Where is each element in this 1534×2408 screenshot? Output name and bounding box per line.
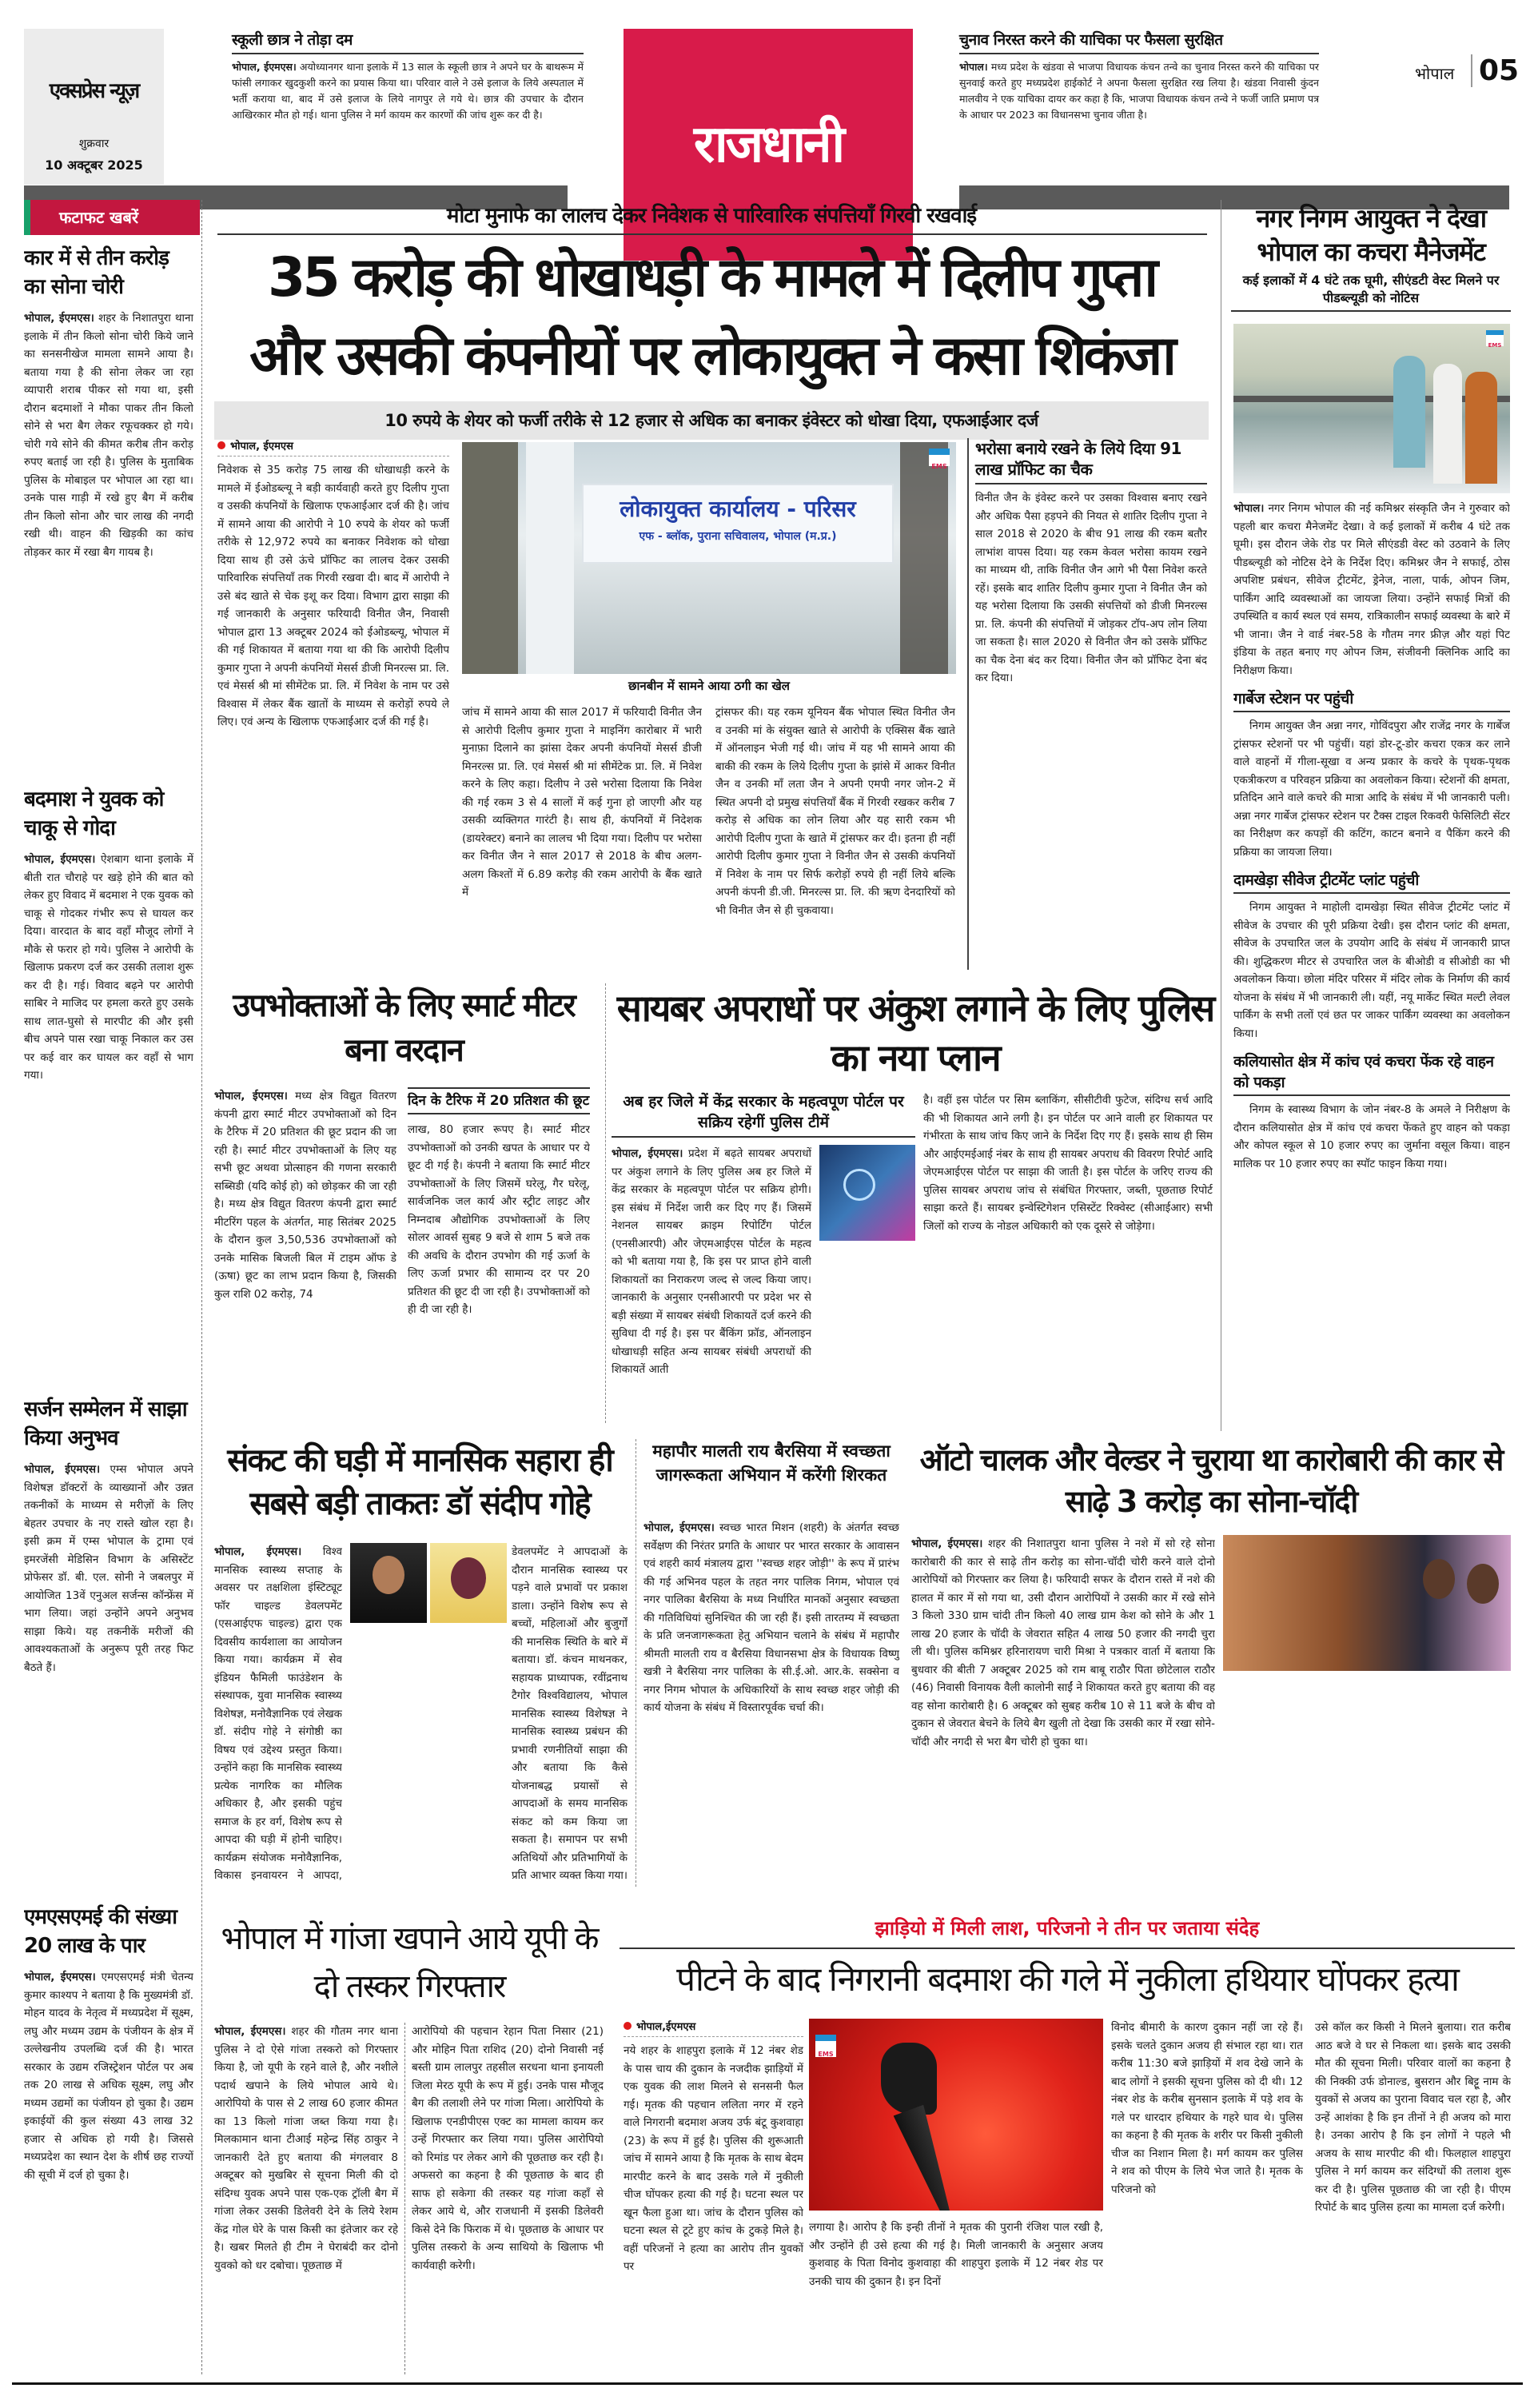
photo-person xyxy=(1393,356,1425,468)
murder-headline: पीटने के बाद निगरानी बदमाश की गले में नुकीला हथियार घोंपकर हत्या xyxy=(676,1959,1458,1999)
speaker-photo-1 xyxy=(350,1543,427,1623)
ems-watermark: EMS xyxy=(1486,330,1504,346)
padlock-icon xyxy=(843,1169,875,1201)
section-heading: गार्बेज स्टेशन पर पहुंची xyxy=(1233,688,1510,712)
divider xyxy=(620,1948,1515,1949)
story-body: भोपाल, ईएमएस। ऐशबाग थाना इलाके में बीती रात चौराहे पर खड़े होने की बात को लेकर हुए विवाद में बदमाश ने एक युवक को चाकू से गोदकर गंभीर रूप से घायल कर दिया। वारदात के बाद वहाँ मौजूद लोगों ने मौके से फरार हो गये। पुलिस ने आरोपी के खिलाफ प्रकरण दर्ज कर उसकी तलाश शुरू कर दी है। गई। विवाद बढ़ने पर आरोपी साबिर ने माजिद पर हमला करते हुए उसके साथ लात-घुसो से मारपीट की और इसी बीच अपने पास रखा चाकू निकाल कर उस पर कई वार कर घायल कर वहाँ से भाग गया। xyxy=(24,853,193,1082)
brief-title: स्कूली छात्र ने तोड़ा दम xyxy=(232,29,584,54)
lead-body-col2: जांच में सामने आया की साल 2017 में फरियादी विनीत जैन से आरोपी दिलीप कुमार गुप्ता ने माइनिंग कारोबार में भारी मुनाफ़ा दिलाने का झांसा देकर अपनी कंपनियों मेसर्स डीजी मिनरल्स प्रा. लि. एवं मेसर्स श्री मां सीमेंटेक प्रा. लि. में निवेश करने के लिए कहा। दिलीप ने उसे भरोसा दिलाया कि निवेश की गई रकम 3 से 4 सालों में कई गुना हो जाएगी और यह उसकी व्यक्तिगत गारंटी है। साथ ही, कंपनियों में निदेशक (डायरेक्टर) बनाने का लालच भी दिया गया। दिलीप पर भरोसा कर विनीत जैन ने साल 2017 से 2018 के बीच अलग-अलग किश्तों में 6.89 करोड़ की रकम आरोपी के बैंक खाते में xyxy=(462,706,702,899)
murder-col1 xyxy=(624,2019,803,2374)
story-body: भोपाल, ईएमएस। एम्स भोपाल अपने विशेषज्ञ डॉक्टरों के व्याख्यानों और उन्नत तकनीकों के माध्यम से मरीज़ों के लिए बेहतर उपचार के नए रास्ते खोल रहा है। इसी क्रम में एम्स भोपाल के ट्रामा एवं इमरजेंसी मेडिसिन विभाग के असिस्टेंट प्रोफेसर डॉ. बी. एल. सोनी ने जबलपुर में आयोजित 13वें एनुअल सर्जन्स कॉन्फ्रेंस में भाग लिया। जहां उन्होंने अपने अनुभव साझा किये। यह तकनीकें मरीजों की आवश्यकताओं के अनुरूप पूरी तरह फिट बैठते हैं। xyxy=(24,1463,193,1674)
right-deck: कई इलाकों में 4 घंटे तक घूमी, सीएंडटी वेस्ट मिलने पर पीडब्ल्यूडी को नोटिस xyxy=(1231,272,1511,312)
left-story-2 xyxy=(24,785,193,1385)
brief-title: चुनाव निरस्त करने की याचिका पर फैसला सुरक्षित xyxy=(959,29,1319,54)
ganja-headline: भोपाल में गांजा खपाने आये यूपी के दो तस्कर गिरफ्तार xyxy=(221,1920,598,2005)
page-number: 05 xyxy=(1471,54,1519,87)
smart-meter-callout: दिन के टैरिफ में 20 प्रतिशत की छूट xyxy=(408,1087,590,1114)
smart-meter-body xyxy=(214,1087,590,1423)
paper-name: एक्सप्रेस न्यूज़ xyxy=(49,79,139,103)
lead-body-col3: ट्रांसफर की। यह रकम यूनियन बैंक भोपाल स्थित विनीत जैन व उनकी मां के संयुक्त खाते से आरोपी के एक्सिस बैंक खाते में ऑनलाइन भेजी गई थी। जांच में यह भी सामने आया की बाकी की रकम के लिये दिलीप गुप्ता के झांसे में आकर विनीत जैन व उनकी माँ लता जैन ने अपनी एमपी नगर जोन-2 में स्थित अपनी दो प्रमुख संपत्तियाँ बैंक में गिरवी रखकर करीब 7 करोड़ से अधिक का लोन लिया और यह सारी रकम भी आरोपी दिलीप गुप्ता के खाते में ट्रांसफर कर दी। इतना ही नहीं आरोपी दिलीप कुमार गुप्ता ने विनीत जैन से उसकी कंपनियों में निवेश के नाम पर सिर्फ करोड़ों रुपये ही नहीं लिये बल्कि अपनी कंपनी डी.जी. मिनरल्स प्रा. लि. की ऋण देनदारियों को भी विनीत जैन से ही चुकवाया। xyxy=(715,706,955,917)
left-story-4 xyxy=(24,1903,193,2370)
lead-body-col1: निवेशक से 35 करोड़ 75 लाख की धोखाधड़ी करने के मामले में ईओडब्ल्यू ने बड़ी कार्यवाही करते हुए दिलीप गुप्ता व उसकी कंपनियों के खिलाफ एफआईआर दर्ज की है। जांच में सामने आया की आरोपी ने 10 रुपये के शेयर को फर्जी तरीके से 12,972 रुपये का बनाकर निवेशक को धोखा दिया साथ ही उसे ऊंचे प्रॉफिट का लालच देकर उसकी पारिवारिक संपत्तियाँ तक गिरवी रखवा दी। बाद में आरोपी ने उसे बंद खाते से चेक इशू कर दिया। विभाग द्वारा साझा की गई जानकारी के अनुसार फरियादी विनीत जैन, निवासी भोपाल द्वारा 13 अक्टूबर 2024 को ईओडब्ल्यू, भोपाल में की गई शिकायत में बताया गया था की कि आरोपी दिलीप कुमार गुप्ता ने अपनी कंपनियों मेसर्स डीजी मिनरल्स प्रा. लि. एवं मेसर्स श्री मां सीमेंटेक प्रा. लि. में निवेश के नाम पर उसे विश्वास में लेकर बैंक खातों के माध्यम से करोड़ों रुपये ले लिए। एवं अन्य के खिलाफ एफआईआर दर्ज की गई है। xyxy=(217,464,449,728)
photo-person xyxy=(1465,372,1497,484)
story-body: भोपाल, ईएमएस। शहर के निशातपुरा थाना इलाके में तीन किलो सोना चोरी किये जाने का सनसनीखेज मामला सामने आया है। बताया गया है की सोना लेकर जा रहा व्यापारी शराब पीकर सो गया था, इसी दौरान बदमाशों ने मौका पाकर तीन किलो सोने से भरा बैग लेकर रफूचक्कर हो गये। चोरी गये सोने की कीमत करीब तीन करोड़ रुपए बताई जा रही है। पुलिस के मुताबिक पुलिस के मोबाइल पर भोपाल आ रहा था। उनके पास गाड़ी में रखे हुए बैग में करीब तीन किलो सोना और चार लाख की नगदी रखी थी। वाहन की खिड़की का कांच तोड़कर कार में रखा बैग गायब है। xyxy=(24,312,193,559)
lead-col-1 xyxy=(217,438,449,970)
brief-body: भोपाल, ईएमएस। अयोध्यानगर थाना इलाके में 13 साल के स्कूली छात्र ने अपने घर के बाथरूम में फांसी लगाकर खुदकुशी करने का प्रयास किया था। परिवार वाले ने उसे इलाज के लिये अस्पताल में भर्ती कराया था, बाद में उसे इलाज के लिये नागपुर ले गये थे। छात्र की उपचार के दौरान आखिरकार मौत हो गई। थाना पुलिस ने मर्ग कायम कर कारणों की जांच शुरू कर दी है। xyxy=(232,61,584,121)
photo-face xyxy=(1423,1559,1455,1599)
section-title: राजधानी xyxy=(624,29,913,261)
photo-caption: छानबीन में सामने आया ठगी का खेल xyxy=(462,678,956,694)
city-label: भोपाल xyxy=(1415,64,1455,83)
right-headline: नगर निगम आयुक्त ने देखा भोपाल का कचरा मैनेजमेंट xyxy=(1256,203,1486,267)
photo-signboard: लोकायुक्त कार्यालय - परिसर एफ - ब्लॉक, पुराना सचिवालय, भोपाल (म.प्र.) xyxy=(582,484,894,564)
photo-face xyxy=(1467,1564,1499,1604)
divider xyxy=(217,233,1207,235)
section-body: निगम आयुक्त ने माहोली दामखेड़ा स्थित सीवेज ट्रीटमेंट प्लांट में सीवेज के उपचार की पूरी प्रक्रिया देखी। इस दौरान प्लांट की क्षमता, सीवेज के उपचारित जल के उपयोग आदि के संबंध में जानकारी प्राप्त की। शुद्धिकरण मीटर से उपचारित जल के बीओडी व सीओडी का भी अवलोकन किया। छोला मंदिर परिसर में मंदिर लोक के निर्माण की कार्य योजना के संबंध में भी जानकारी ली। यहीं, नयू मार्केट स्थित मल्टी लेवल पार्किंग के सभी तलों एवं छत पर जाकर पार्किंग व्यवस्था का अवलोकन किया। xyxy=(1233,901,1510,1040)
story-body: भोपाल, ईएमएस। एमएसएमई मंत्री चेतन्य कुमार काश्यप ने बताया है कि मुख्यमंत्री डॉ. मोहन यादव के नेतृत्व में मध्यप्रदेश में सूक्ष्म, लघु और मध्यम उद्यम के पंजीयन के क्षेत्र में उल्लेखनीय उपलब्धि दर्ज की है। भारत सरकार के उद्यम रजिस्ट्रेशन पोर्टल पर अब तक 20 लाख से अधिक सूक्ष्म, लघु और मध्यम उद्यमों का पंजीयन हो चुका है। उद्यम इकाईयों की कुल संख्या 43 लाख 32 हजार से अधिक हो गयी है। जिससे मध्यप्रदेश का स्थान देश के शीर्ष छह राज्यों की सूची में दर्ज हो चुका है। xyxy=(24,1971,193,2182)
cyber-lock-image xyxy=(819,1145,915,1241)
photo-person xyxy=(1433,364,1462,484)
accused-photo xyxy=(1223,1535,1511,1671)
cyber-headline: सायबर अपराधों पर अंकुश लगाने के लिए पुलिस का नया प्लान xyxy=(616,987,1214,1079)
ems-watermark: EMS xyxy=(929,449,950,466)
murder-body-col3: विनोद बीमारी के कारण दुकान नहीं जा रहे हैं। इसके चलते दुकान अजय ही संभाल रहा था। रात करीब 11:30 बजे झाड़ियों में शव देखे जाने के बाद लोगों ने इसकी सूचना पुलिस को दी थी। 12 नंबर शेड के करीब सुनसान इलाके में पड़े शव के गले पर धारदार हथियार के गहरे घाव थे। पुलिस का कहना है की मृतक के शरीर पर किसी नुकीली चीज का निशान मिला है। मर्ग कायम कर पुलिस ने शव को पीएम के लिये भेज जाते है। मृतक के परिजनो को xyxy=(1111,2021,1303,2196)
top-brief-1 xyxy=(232,29,584,123)
right-body xyxy=(1233,500,1510,1427)
speaker-photo-2 xyxy=(430,1543,507,1623)
knife-icon xyxy=(894,2105,965,2211)
photo-tree xyxy=(462,442,518,674)
column-divider xyxy=(605,983,606,1423)
murder-body-col4: उसे कॉल कर किसी ने मिलने बुलाया। रात करीब आठ बजे वे घर से निकला था। इसके बाद उसकी मौत की सूचना मिली। परिवार वालों का कहना है की निक्की उर्फ डोनाल्ड, बुसरान और बिट्टू नाम के युवकों से अजय का पुराना विवाद चल रहा है, और उन्हें आशंका है कि इन तीनों ने ही अजय को मारा है। उनका आरोप है कि इन लोगों ने पहले भी अजय के साथ मारपीट की थी। फिलहाल शाहपुरा पुलिस ने मर्ग कायम कर संदिग्धों की तलाश शुरू कर दी है। पुलिस पूछताछ की जा रही है। पीएम रिपोर्ट के बाद पुलिस हत्या का मामला दर्ज करेगी। xyxy=(1315,2021,1511,2214)
right-story xyxy=(1231,201,1511,312)
cyber-col2: है। वहीं इस पोर्टल पर सिम ब्लाकिंग, सीसीटीवी फुटेज, संदिग्ध सर्च आदि की भी शिकायत आने लगी है। इन पोर्टल पर आने वाली हर शिकायत पर गंभीरता के साथ जांच किए जाने के निर्देश दिए गए हैं। इसके साथ ही सिम और आईएमईआई नंबर के साथ ही सायबर अपराध की विवरण रिपोर्ट आदि जेएमआईएस पोर्टल पर साझा की जाती है। इस पोर्टल के जरिए राज्य की पुलिस सायबर अपराध जांच से संबंधित गिरफ्तार, जब्ती, पूछताछ रिपोर्ट साझा करते हैं। सायबर इन्वेस्टिगेशन एसिस्टेंट रिक्वेस्ट (सीआईआर) सभी जिलों को राज्य के नोडल अधिकारी को एक दूसरे से जोड़ेगा। xyxy=(923,1094,1213,1233)
section-heading: कलियासोत क्षेत्र में कांच एवं कचरा फेंक रहे वाहन को पकड़ा xyxy=(1233,1051,1510,1096)
left-story-1 xyxy=(24,244,193,775)
lokayukta-office-photo xyxy=(462,442,956,674)
column-divider xyxy=(404,2023,405,2374)
smart-meter-col2: लाख, 80 हजार रूपए है। स्मार्ट मीटर उपभोक्ताओं को उनकी खपत के आधार पर ये छूट दी गई है। कंपनी ने बताया कि स्मार्ट मीटर उपभोक्ताओं के लिए जिसमें घरेलू, गैर घरेलू, सार्वजनिक जल कार्य और स्ट्रीट लाइट और निम्नदाब औद्योगिक उपभोक्ताओं के लिए सोलर आवर्स सुबह 9 बजे से शाम 5 बजे तक की अवधि के दौरान उपभोग की गई ऊर्जा के लिए ऊर्जा प्रभार की सामान्य दर पर 20 प्रतिशत की छूट दी जा रही है। उपभोक्ताओं को ही दी जा रही है। xyxy=(408,1123,590,1316)
photo-pillar xyxy=(526,442,574,674)
section-tag: फटाफट खबरें xyxy=(24,200,200,235)
lead-kicker: मोटा मुनाफे का लालच देकर निवेशक से पारिवारिक संपत्तियाँ गिरवी रखवाई xyxy=(446,204,977,228)
cyber-col1: भोपाल, ईएमएस। प्रदेश में बढ़ते सायबर अपराधों पर अंकुश लगाने के लिए पुलिस अब हर जिले में केंद्र सरकार के महत्वपूण पोर्टल पर सक्रिय होगी। इस संबंध में निर्देश जारी कर दिए गए हैं। जिसमें नेशनल सायबर क्राइम रिपोर्टिंग पोर्टल (एनसीआरपी) और जेएमआईएस पोर्टल के महत्व को भी बताया गया है, कि इस पर प्राप्त होने वाली शिकायतों का निराकरण जल्द से जल्द किया जाए। जानकारी के अनुसार एनसीआरपी पर प्रदेश भर से बड़ी संख्या में सायबर संबंधी शिकायतें दर्ज करने की सुविधा दी गई है। इस पर बैंकिंग फ्रॉड, ऑनलाइन धोखाधड़ी सहित अन्य सायबर संबंधी अपराधों की शिकायतें आती xyxy=(612,1147,811,1376)
section-heading: दामखेड़ा सीवेज ट्रीटमेंट प्लांट पहुंची xyxy=(1233,869,1510,894)
brief-body: भोपाल। मध्य प्रदेश के खंडवा से भाजपा विधायक कंचन तन्वे का चुनाव निरस्त करने की याचिका पर सुनवाई करते हुए मध्यप्रदेश हाईकोर्ट ने अपना फैसला सुरक्षित रख लिया है। खंडवा निवासी कुंदन मालवीय ने एक याचिका दायर कर कहा है कि, भाजपा विधायक कंचन तन्वे ने फर्जी जाति प्रमाण पत्र के आधार पर 2023 का विधानसभा चुनाव जीता है। xyxy=(959,61,1319,121)
hand-silhouette xyxy=(881,2043,937,2115)
photo-face xyxy=(373,1556,404,1594)
right-body-text: भोपाल। नगर निगम भोपाल की नई कमिश्नर संस्कृति जैन ने गुरुवार को पहली बार कचरा मैनेजमेंट देखा। वे कई इलाकों में करीब 4 घंटे तक घूमी। इस दौरान जेके रोड पर मिले सीएंडडी वेस्ट को उठवाने के लिए पीडब्ल्यूडी को नोटिस देने के निर्देश दिए। कमिश्नर जैन ने सफाई, ठोस अपशिष्ट प्रबंधन, सीवेज ट्रीटमेंट, ड्रेनेज, नाला, पार्क, ओपन जिम, पार्किंग आदि व्यवस्थाओं का जायजा लिया। उन्होंने सफाई मित्रों की उपस्थिति व कार्य स्थल एवं समय, रात्रिकालीन सफाई व्यवस्था के बारे में भी जाना। जैन ने वार्ड नंबर-58 के गौतम नगर फ्रीज़ और यहां पिट इंडिया के तहत बनाए गए ओपन जिम, संजीवनी क्लिनिक आदि का निरीक्षण किया। xyxy=(1233,502,1510,677)
photo-face xyxy=(451,1557,486,1599)
mental-health-col2: डेवलपमेंट ने आपदाओं के दौरान मानसिक स्वास्थ्य पर पड़ने वाले प्रभावों पर प्रकाश डाला। उन्होंने विशेष रूप से बच्चों, महिलाओं और बुजुर्गों की मानसिक स्थिति के बारे में बताया। डॉ. कंचन माथनकर, सहायक प्राध्यापक, रवींद्रनाथ टैगोर विश्वविद्यालय, भोपाल मानसिक स्वास्थ्य विशेषज्ञ ने मानसिक स्वास्थ्य प्रबंधन की प्रभावी रणनीतियों साझा की और बताया कि कैसे योजनाबद्ध प्रयासों से आपदाओं के समय मानसिक संकट को कम किया जा सकता है। समापन पर सभी अतिथियों और प्रतिभागियों के प्रति आभार व्यक्त किया गया। xyxy=(512,1545,628,1882)
gold-theft-headline: ऑटो चालक और वेल्डर ने चुराया था कारोबारी की कार से साढ़े 3 करोड़ का सोना-चॉदी xyxy=(919,1442,1503,1519)
red-dot-icon xyxy=(217,441,225,449)
date-box xyxy=(24,29,164,185)
ganja-col1: भोपाल, ईएमएस। शहर की गौतम नगर थाना पुलिस ने दो ऐसे गांजा तस्करो को गिरफ्तार किया है, जो यूपी के रहने वाले है, और नशीले पदार्थ खपाने के लिये भोपाल आये थे। आरोपियो के पास से 2 लाख 60 हजार कीमत का 13 किलो गांजा जब्त किया गया है। मिलकामान थाना टीआई महेन्द्र सिंह ठाकुर ने जानकारी देते हुए बताया की मंगलवार 8 अक्टूबर को मुखबिर से सूचना मिली की दो संदिग्ध युवक अपने पास एक-एक ट्रॉली बैग में गांजा लेकर उसकी डिलेवरी देने के लिये रेशम केंद्र गोल घेरे के पास किसी का इंतेजार कर रहे है। खबर मिलते ही टीम ने घेराबंदी कर दोनो युवको को धर दबोचा। पूछताछ में xyxy=(214,2025,398,2272)
smart-meter-col1: भोपाल, ईएमएस। मध्य क्षेत्र विद्युत वितरण कंपनी द्वारा स्मार्ट मीटर उपभोक्ताओं को दिन के टैरिफ में 20 प्रतिशत की छूट प्रदान की जा रही है। स्मार्ट मीटर उपभोक्ताओं के लिए यह सभी छूट अथवा प्रोत्साहन की गणना सरकारी सब्सिडी (यदि कोई हो) को छोड़कर की जा रही है। मध्य क्षेत्र विद्युत वितरण कंपनी द्वारा स्मार्ट मीटरिंग पहल के अंतर्गत, माह सितंबर 2025 के दौरान कुल 3,50,536 उपभोक्ताओं को उनके मासिक बिजली बिल में टाइम ऑफ डे (ऊषा) छूट का लाभ प्रदान किया है, जिसकी कुल राशि 02 करोड़, 74 xyxy=(214,1090,397,1301)
section-body: निगम आयुक्त जैन अन्ना नगर, गोविंदपुरा और राजेंद्र नगर के गार्बेज ट्रांसफर स्टेशनों पर भी पहुंचीं। यहां डोर-टू-डोर कचरा एकत्र कर लाने वाले वाहनों में गीला-सूखा व अन्य प्रकार के कचरे के पृथक-पृथक एकत्रीकरण व परिवहन प्रक्रिया का अवलोकन किया। स्टेशनों की क्षमता, प्रतिदिन आने वाले कचरे की मात्रा आदि के संबंध में भी जानकारी पली। अन्ना नगर गार्बेज ट्रांसफर स्टेशन पर टैक्स टाइल रिकवरी फेसिलिटी सेंटर का निरीक्षण कर कपड़ों की कटिंग, काटन बनाने व पैकिंग करने की प्रक्रिया का जायजा लिया। xyxy=(1233,720,1510,859)
ems-watermark: EMS xyxy=(815,2035,836,2057)
cyber-deck: अब हर जिले में केंद्र सरकार के महत्वपूण पोर्टल पर सक्रिय रहेगीं पुलिस टीमें xyxy=(612,1091,915,1138)
lead-headline-1: 35 करोड़ की धोखाधड़ी के मामले में दिलीप गुप्ता xyxy=(268,246,1155,309)
section-body: निगम के स्वास्थ्य विभाग के जोन नंबर-8 के अमले ने निरीक्षण के दौरान कलियासोत क्षेत्र में कांच एवं कचरा फेंकते हुए वाहन को पकड़ा और कोपल स्कूल से 10 हजार रुपए का जुर्माना वसूल किया। वाहन मालिक पर 10 हजार रुपए का स्पॉट फाइन किया गया। xyxy=(1233,1103,1510,1170)
red-dot-icon xyxy=(624,2022,632,2030)
left-story-3 xyxy=(24,1395,193,1891)
issue-day: शुक्रवार xyxy=(78,138,110,150)
photo-tree-right xyxy=(900,442,948,674)
swachhata-headline: महापौर मालती राय बैरसिया में स्वच्छता जागरूकता अभियान में करेंगी शिरकत xyxy=(652,1441,891,1485)
lead-headline-2: और उसकी कंपनीयों पर लोकायुक्त ने कसा शिकंजा xyxy=(249,325,1173,388)
knife-illustration xyxy=(809,2019,1103,2211)
gold-theft-body: भोपाल, ईएमएस। शहर की निशातपुरा थाना पुलिस ने नशे में सो रहे सोना कारोबारी की कार से साढ़े तीन करोड़ का सोना-चॉदी चोरी करने वाले दोनो आरोपियों को गिरफ्तार कर लिया है। फरियादी सफर के दौरान रास्ते में नशे की हालत में कार में सो गया था, उसी दौरान आरोपियों ने उसकी कार में रखे सोने 3 किलो 330 ग्राम चांदी तीन किलो 40 लाख ग्राम केश को सोने के और 1 लाख 20 हजार के चॉदी के जेवरात सहित 4 लाख 50 हजार की नगदी चुरा ली थी। पुलिस कमिश्नर हरिनारायण चारी मिश्रा ने पत्रकार वार्ता में बताया कि बुधवार की बीती 7 अक्टूबर 2025 को राम बाबू राठौर पिता छोटेलाल राठौर (46) निवासी विनायक वैली कालोनी साईं ने शिकायत करते हुए बताया की वह वह सोना कारोबारी है। 6 अक्टूबर को सुबह करीब 10 से 11 बजे के बीच वो दुकान से जेवरात बेचने के लिये बैग खुली तो देखा कि उसकी कार में रखा सोने-चॉदी और नगदी से भरा बैग चोरी हो चुका था। xyxy=(911,1537,1215,1748)
story-headline: कार में से तीन करोड़ का सोना चोरी xyxy=(24,246,169,299)
waste-management-photo xyxy=(1233,324,1510,493)
smart-meter-headline: उपभोक्ताओं के लिए स्मार्ट मीटर बना वरदान xyxy=(233,987,575,1069)
column-divider xyxy=(201,200,202,2374)
top-brief-2 xyxy=(959,29,1319,123)
story-headline: बदमाश ने युवक को चाकू से गोदा xyxy=(24,787,164,840)
story-headline: सर्जन सम्मेलन में साझा किया अनुभव xyxy=(24,1397,187,1450)
murder-body-col1: नये शहर के शाहपुरा इलाके में 12 नंबर शेड के पास चाय की दुकान के नजदीक झाड़ियों में एक युवक की लाश मिलने से सनसनी फैल गई। मृतक की पहचान ललिता नगर में रहने वाले निगरानी बदमाश अजय उर्फ बंटू कुशवाहा (23) के रूप में हुई है। पुलिस की शुरूआती जांच में सामने आया है कि मृतक के साथ बेदम मारपीट करने के बाद उसके गले में नुकीली चीज घोंपकर हत्या की गई है। घटना स्थल पर खून फैला हुआ था। जांच के दौरान पुलिस को घटना स्थल से टूटे हुए कांच के टुकड़े मिले है। वहीं परिजनों ने हत्या का आरोप तीन युवकों पर xyxy=(624,2044,803,2273)
lead-deck: 10 रुपये के शेयर को फर्जी तरीके से 12 हजार से अधिक का बनाकर इंवेस्टर को धोखा दिया, एफआईआर दर्ज xyxy=(214,401,1209,440)
dateline: भोपाल,ईएमएस xyxy=(636,2021,696,2033)
mental-health-col1: भोपाल, ईएमएस। विश्व मानसिक स्वास्थ्य सप्ताह के अवसर पर तक्षशिला इंस्टिट्यूट फॉर चाइल्ड डेवलपमेंट (एसआईएफ चाइल्ड) द्वारा एक दिवसीय कार्यशाला का आयोजन किया गया। कार्यक्रम में सेव इंडियन फैमिली फाउंडेशन के संस्थापक, युवा मानसिक स्वास्थ्य विशेषज्ञ, मनोवैज्ञानिक एवं लेखक डॉ. संदीप गोहे ने संगोष्ठी का विषय एवं उद्देश्य प्रस्तुत किया। उन्होंने कहा कि मानसिक स्वास्थ्य प्रत्येक नागरिक का मौलिक अधिकार है, और इसकी पहुंच समाज के हर वर्ग, विशेष रूप से आपदा की घड़ी में होनी चाहिए। कार्यक्रम संयोजक मनोवैज्ञानिक, विकास इनवायरन ने आपदा, xyxy=(214,1545,342,1882)
issue-date: 10 अक्टूबर 2025 xyxy=(45,157,143,173)
swachhata-body: भोपाल, ईएमएस। स्वच्छ भारत मिशन (शहरी) के अंतर्गत स्वच्छ सर्वेक्षण की निरंतर प्रगति के आधार पर भारत सरकार के आवासन एवं शहरी कार्य मंत्रालय द्वारा ''स्वच्छ शहर जोड़ी'' के रूप में प्रारंभ की गई अभिनव पहल के तहत नगर पालिक निगम, भोपाल एवं नगर पालिका बैरसिया के मध्य निर्धारित मानकों अनुसार स्वच्छता की गतिविधियां सुनिश्चित की जा रही हैं। इसी तारतम्य में स्वच्छता के प्रति जनजागरूकता हेतु अभियान चलाने के संबंध में महापौर श्रीमती मालती राय व बैरसिया विधानसभा क्षेत्र के विधायक विष्णु खत्री ने बैरसिया नगर पालिका के सी.ई.ओ. आर.के. सक्सेना व नगर निगम भोपाल के अधिकारियों के साथ स्वच्छ शहर जोड़ी की कार्य योजना के संबंध में विस्तारपूर्वक चर्चा की। xyxy=(643,1521,899,1714)
story-headline: एमएसएमई की संख्या 20 लाख के पार xyxy=(24,1905,177,1958)
murder-body-col2: लगाया है। आरोप है कि इन्ही तीनों ने मृतक की पुरानी रंजिश पाल रखी है, और उन्होंने ही उसे हत्या की गई है। मिली जानकारी के अनुसार अजय कुशवाह के पिता विनोद कुशवाहा की शाहपुरा इलाके में 12 नंबर शेड पर उनकी चाय की दुकान है। इन दिनों xyxy=(809,2221,1103,2288)
ganja-col2: आरोपियो की पहचान रेहान पिता निसार (21) और मोहिन पिता राशिद (20) दोनो निवासी नई बस्ती ग्राम लालपुर तहसील सरधना थाना इनायली जिला मेरठ यूपी के रूप में हुई। उनके पास मौजूद बैग की तलाशी लेने पर गांजा मिला। आरोपियो के खिलाफ एनडीपीएस एक्ट का मामला कायम कर उन्हें गिरफ्तार कर लिया गया। पुलिस आरोपियो को रिमांड पर लेकर आगे की पूछताछ कर रही है। अफसरो का कहना है की पूछताछ के बाद ही साफ हो सकेगा की तस्कर यह गांजा कहाँ से लेकर आये थे, और राजधानी में इसकी डिलेवरी किसे देने कि फिराक में थे। पूछताछ के आधार पर पुलिस तस्करो के अन्य साथियो के खिलाफ भी कार्यवाही करेगी। xyxy=(412,2025,604,2272)
dateline: भोपाल, ईएमएस xyxy=(230,441,293,452)
murder-kicker: झाड़ियो में मिली लाश, परिजनो ने तीन पर जताया संदेह xyxy=(875,1917,1260,1940)
sidebar-body: विनीत जैन के इंवेस्ट करने पर उसका विश्वास बनाए रखने और अधिक पैसा हड़पने की नियत से शातिर दिलीप गुप्ता ने साल 2018 से 2020 के बीच 91 लाख की रकम बतौर लाभांश वापस दिया। यह रकम केवल भरोसा कायम रखने का माध्यम थी, ताकि विनीत जैन आगे भी पैसा निवेश करते रहें। इसके बाद शातिर दिलीप कुमार गुप्ता ने विनीत जैन को यह भरोसा दिलाया कि उसकी संपत्तियों को डीजी मिनरल्स प्रा. लि. कंपनी की संपत्तियों में जोड़कर टॉप-अप लोन लिया जा सकता है। साल 2020 से विनीत जैन को उसके प्रॉफिट का चैक देना बंद कर दिया। विनीत जैन को प्रॉफिट देना बंद कर दिया। xyxy=(975,492,1207,684)
mental-health-headline: संकट की घड़ी में मानसिक सहारा ही सबसे बड़ी ताकतः डॉ संदीप गोहे xyxy=(227,1442,612,1522)
sidebar-headline: भरोसा बनाये रखने के लिये दिया 91 लाख प्रॉफिट का चैक xyxy=(975,438,1207,484)
lead-sidebar xyxy=(967,438,1207,970)
page-bottom-rule xyxy=(12,2382,1523,2385)
